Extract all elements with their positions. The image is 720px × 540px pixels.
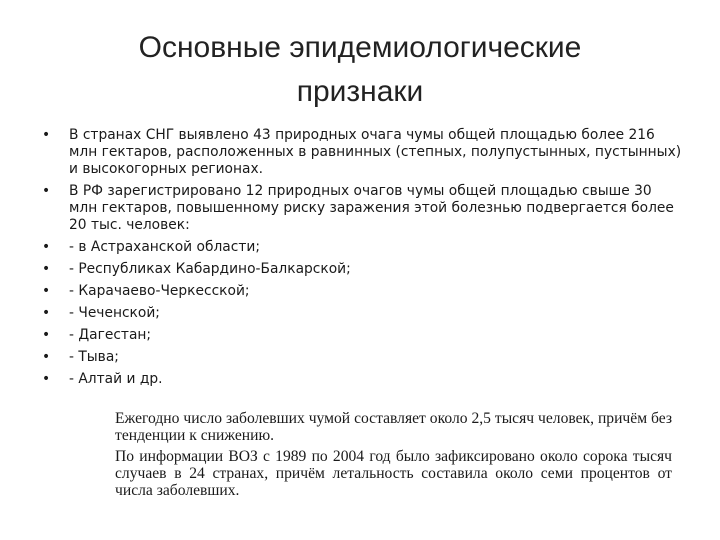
bullet-dot-icon: • — [42, 327, 51, 343]
bullet-list — [42, 127, 682, 393]
bullet-item — [42, 305, 682, 322]
bullet-text: - Чеченской; — [69, 305, 160, 321]
summary-text — [115, 410, 672, 503]
bullet-item — [42, 127, 682, 178]
bullet-dot-icon: • — [42, 305, 51, 321]
bullet-dot-icon: • — [42, 239, 51, 255]
bullet-item — [42, 239, 682, 256]
bullet-dot-icon: • — [42, 183, 51, 199]
bullet-dot-icon: • — [42, 371, 51, 387]
bullet-text: - Тыва; — [69, 349, 119, 365]
slide-title — [40, 26, 680, 114]
bullet-item — [42, 327, 682, 344]
bullet-item — [42, 371, 682, 388]
bullet-item — [42, 283, 682, 300]
bullet-text: - Карачаево-Черкесской; — [69, 283, 250, 299]
bullet-item — [42, 261, 682, 278]
bullet-text: В РФ зарегистрировано 12 природных очагов чумы общей площадью свыше 30 млн гектаров, повышенному риску заражения этой болезнью подвергается более 20 тыс. человек: — [69, 183, 674, 233]
bullet-text: - Республиках Кабардино-Балкарской; — [69, 261, 351, 277]
bullet-item — [42, 349, 682, 366]
bullet-dot-icon: • — [42, 127, 51, 143]
bullet-text: - Алтай и др. — [69, 371, 163, 387]
slide-title-line-2: признаки — [296, 75, 424, 108]
bullet-text: В странах СНГ выявлено 43 природных очага чумы общей площадью более 216 млн гектаров, расположенных в равнинных (степных, полупустынных, пустынных) и высокогорных регионах. — [69, 127, 682, 177]
summary-paragraph: Ежегодно число заболевших чумой составляет около 2,5 тысяч человек, причём без тенденции к снижению. — [115, 410, 672, 444]
bullet-dot-icon: • — [42, 349, 51, 365]
bullet-text: - в Астраханской области; — [69, 239, 260, 255]
bullet-dot-icon: • — [42, 261, 51, 277]
bullet-text: - Дагестан; — [69, 327, 152, 343]
summary-paragraph: По информации ВОЗ с 1989 по 2004 год было зафиксировано около сорока тысяч случаев в 24 странах, причём летальность составила около семи процентов от числа заболевших. — [115, 448, 672, 499]
bullet-dot-icon: • — [42, 283, 51, 299]
bullet-item — [42, 183, 682, 234]
slide-title-line-1: Основные эпидемиологические — [138, 31, 582, 64]
